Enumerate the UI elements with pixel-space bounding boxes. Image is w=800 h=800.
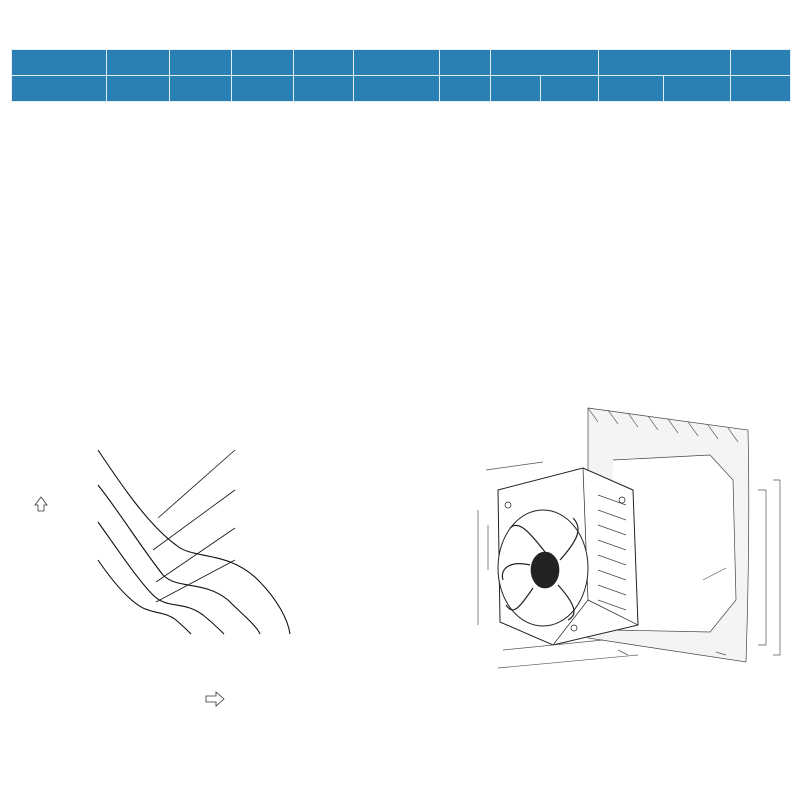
- performance-curve: [28, 410, 348, 720]
- header-cell: [294, 50, 354, 76]
- header-cell: [107, 50, 170, 76]
- header-row-2: [12, 76, 791, 102]
- header-cell: [440, 50, 491, 76]
- unit-cell: [664, 76, 731, 102]
- header-cell: [731, 50, 791, 76]
- unit-cell: [440, 76, 491, 102]
- unit-cell: [12, 76, 107, 102]
- spec-table: [11, 49, 791, 102]
- curve-5500rpm: [98, 485, 260, 634]
- up-arrow-icon: [35, 497, 47, 511]
- unit-cell: [294, 76, 354, 102]
- curve-4800rpm: [98, 522, 224, 634]
- curve-lines: [98, 450, 290, 634]
- unit-cell: [232, 76, 294, 102]
- leader-lines: [153, 450, 235, 602]
- header-cell: [491, 50, 599, 76]
- unit-cell: [107, 76, 170, 102]
- fan-drawing: [448, 400, 788, 700]
- unit-cell: [170, 76, 232, 102]
- unit-cell: [599, 76, 664, 102]
- header-row-1: [12, 50, 791, 76]
- header-cell: [232, 50, 294, 76]
- header-cell: [354, 50, 440, 76]
- unit-cell: [541, 76, 599, 102]
- header-cell: [599, 50, 731, 76]
- unit-cell: [731, 76, 791, 102]
- curve-4000rpm: [98, 560, 191, 634]
- header-cell: [170, 50, 232, 76]
- header-cell: [12, 50, 107, 76]
- unit-cell: [491, 76, 541, 102]
- right-arrow-icon: [206, 692, 224, 706]
- unit-cell: [354, 76, 440, 102]
- curve-6200rpm: [98, 450, 290, 634]
